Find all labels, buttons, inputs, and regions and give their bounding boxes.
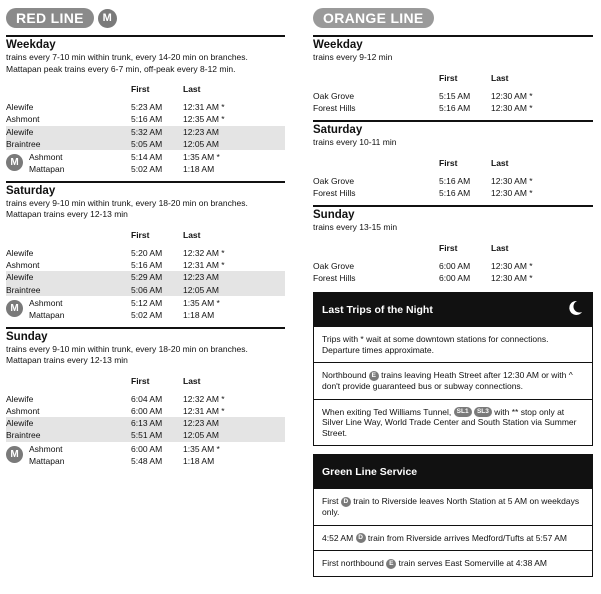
column-header-station (313, 243, 439, 255)
column-header-first: First (439, 157, 458, 168)
service-section-sunday (313, 205, 593, 284)
mattapan-rows (29, 151, 285, 176)
station-name: Alewife (6, 126, 34, 137)
station-name: Oak Grove (313, 260, 355, 271)
first-train-time: 5:29 AM (131, 272, 163, 283)
table-row (313, 187, 593, 199)
last-train-time: 12:31 AM * (183, 102, 225, 112)
station-name: Ashmont (29, 443, 63, 454)
first-train-time: 5:16 AM (131, 114, 163, 125)
first-train-time: 5:51 AM (131, 430, 163, 441)
station-name: Ashmont (6, 114, 40, 125)
service-frequency-note: trains every 10-11 min (313, 137, 397, 148)
mattapan-rows (29, 297, 285, 322)
table-row (6, 417, 285, 429)
last-train-time: 12:31 AM * (183, 260, 225, 271)
last-train-time: 12:30 AM * (491, 102, 533, 113)
green-line-header (314, 455, 592, 488)
last-train-time: 12:32 AM * (183, 393, 225, 404)
red-line-services (6, 35, 285, 467)
first-train-time: 5:20 AM (131, 247, 163, 258)
orange-line-header (313, 8, 593, 28)
service-frequency-note: Mattapan trains every 12-13 min (6, 209, 128, 220)
table-row (6, 247, 285, 259)
service-frequency-note: trains every 9-12 min (313, 52, 393, 62)
column-headers (313, 73, 593, 85)
table-row (6, 126, 285, 138)
first-train-time: 6:00 AM (131, 405, 163, 416)
last-train-time: 12:05 AM (183, 430, 219, 441)
service-frequency-note: Mattapan trains every 12-13 min (6, 355, 128, 366)
first-train-time: 5:16 AM (439, 187, 471, 198)
first-train-time: 5:06 AM (131, 284, 163, 295)
table-row (6, 259, 285, 271)
service-frequency-note: trains every 13-15 min (313, 222, 398, 233)
column-header-first: First (131, 229, 150, 240)
mattapan-icon: M (6, 300, 23, 317)
column-headers (6, 84, 285, 96)
column-headers (6, 376, 285, 388)
station-name: Alewife (6, 272, 34, 283)
station-name: Ashmont (6, 405, 40, 416)
service-title: Weekday (6, 39, 56, 51)
first-train-time: 5:48 AM (131, 456, 163, 467)
table-row (29, 443, 285, 455)
table-row (313, 272, 593, 284)
column-header-station (313, 73, 439, 85)
service-section-weekday (6, 35, 285, 176)
green-line-note-first-d: First D train to Riverside leaves North Station at 5 AM on weekdays only. (314, 488, 592, 524)
first-train-time: 5:14 AM (131, 152, 163, 163)
last-trips-note-asterisk: Trips with * wait at some downtown stations for connections. Departure times approximate. (314, 326, 592, 362)
mattapan-icon: M (6, 154, 23, 171)
column-header-station (313, 158, 439, 170)
green-line-title: Green Line Service (322, 465, 418, 478)
table-row (6, 429, 285, 441)
column-headers (313, 158, 593, 170)
column-headers (6, 230, 285, 242)
service-section-weekday (313, 35, 593, 114)
mattapan-rows (29, 443, 285, 468)
table-row (6, 138, 285, 150)
sl1-icon: SL1 (454, 407, 472, 417)
service-frequency-note: Mattapan peak trains every 6-7 min, off-peak every 8-12 min. (6, 63, 236, 74)
table-row (313, 102, 593, 114)
first-train-time: 6:00 AM (439, 272, 471, 283)
service-title: Sunday (313, 209, 355, 222)
table-row (313, 260, 593, 272)
last-train-time: 12:31 AM * (183, 405, 225, 416)
last-train-time: 1:18 AM (183, 310, 215, 321)
first-train-time: 5:16 AM (439, 102, 471, 113)
service-title: Sunday (6, 330, 48, 343)
column-header-last: Last (491, 242, 509, 253)
station-name: Forest Hills (313, 272, 356, 283)
last-train-time: 12:30 AM * (491, 187, 533, 198)
green-line-box (313, 454, 593, 577)
last-train-time: 1:35 AM * (183, 152, 220, 163)
first-train-time: 5:16 AM (439, 175, 471, 186)
station-name: Alewife (6, 418, 34, 429)
column-header-last: Last (183, 84, 201, 94)
mattapan-group (6, 297, 285, 322)
first-train-time: 6:00 AM (439, 260, 471, 271)
table-row (6, 284, 285, 296)
table-row (6, 113, 285, 125)
moon-icon (566, 299, 584, 320)
service-title: Weekday (313, 39, 363, 51)
station-name: Braintree (6, 430, 41, 441)
mattapan-icon: M (6, 446, 23, 463)
red-line-column (6, 8, 285, 467)
last-train-time: 12:23 AM (183, 418, 219, 429)
e-branch-icon: E (386, 559, 396, 569)
column-header-last: Last (183, 375, 201, 386)
station-name: Oak Grove (313, 90, 355, 101)
green-line-note-east-somerville: First northbound E train serves East Somerville at 4:38 AM (314, 550, 592, 576)
first-train-time: 5:16 AM (131, 260, 163, 271)
column-header-last: Last (491, 72, 509, 83)
last-train-time: 12:30 AM * (491, 90, 533, 101)
first-train-time: 5:15 AM (439, 90, 471, 101)
first-train-time: 5:32 AM (131, 126, 163, 137)
column-header-station (6, 230, 131, 242)
service-frequency-note: trains every 7-10 min within trunk, every 14-20 min on branches. (6, 52, 248, 62)
column-header-first: First (131, 84, 150, 94)
first-train-time: 6:13 AM (131, 418, 163, 429)
last-train-time: 12:23 AM (183, 126, 219, 137)
station-name: Mattapan (29, 456, 65, 467)
first-train-time: 6:04 AM (131, 393, 163, 404)
service-frequency-note: trains every 9-10 min within trunk, every 18-20 min on branches. (6, 343, 248, 354)
column-header-station (6, 376, 131, 388)
service-section-saturday (313, 120, 593, 199)
table-row (29, 163, 285, 175)
table-row (313, 175, 593, 187)
last-train-time: 1:18 AM (183, 164, 215, 175)
first-train-time: 6:00 AM (131, 443, 163, 454)
column-header-first: First (439, 242, 458, 253)
mattapan-badge: M (98, 9, 117, 28)
service-section-sunday (6, 327, 285, 468)
column-header-first: First (439, 72, 458, 83)
e-branch-icon: E (369, 371, 379, 381)
last-trips-note-heath-street: Northbound E trains leaving Heath Street after 12:30 AM or with ^ don't provide guaranteed bus or subway connections. (314, 362, 592, 398)
table-row (313, 90, 593, 102)
column-header-last: Last (183, 229, 201, 240)
service-title: Saturday (313, 124, 363, 137)
column-header-first: First (131, 375, 150, 386)
green-line-note-riverside: 4:52 AM D train from Riverside arrives Medford/Tufts at 5:57 AM (314, 525, 592, 551)
station-name: Forest Hills (313, 187, 356, 198)
service-frequency-note: trains every 9-10 min within trunk, every 18-20 min on branches. (6, 197, 248, 208)
last-trips-title: Last Trips of the Night (322, 303, 433, 316)
table-row (29, 309, 285, 321)
last-train-time: 12:30 AM * (491, 260, 533, 271)
table-row (6, 393, 285, 405)
red-line-pill: RED LINE (6, 8, 94, 28)
table-row (29, 455, 285, 467)
station-name: Ashmont (29, 297, 63, 308)
station-name: Braintree (6, 284, 41, 295)
first-train-time: 5:02 AM (131, 310, 163, 321)
last-train-time: 12:05 AM (183, 284, 219, 295)
orange-line-column (313, 8, 593, 577)
service-section-saturday (6, 181, 285, 322)
station-name: Mattapan (29, 164, 65, 175)
last-trips-note-silver-line: When exiting Ted Williams Tunnel, SL1 SL3 with ** stop only at Silver Line Way, World Trade Center and South Station via Summer Street. (314, 399, 592, 446)
table-row (6, 101, 285, 113)
last-train-time: 12:23 AM (183, 272, 219, 283)
last-train-time: 12:35 AM * (183, 114, 225, 125)
last-train-time: 1:35 AM * (183, 443, 220, 454)
station-name: Alewife (6, 102, 34, 112)
last-trips-box (313, 292, 593, 446)
station-name: Alewife (6, 393, 34, 404)
last-train-time: 12:32 AM * (183, 247, 225, 258)
last-trips-header (314, 293, 592, 326)
mattapan-group (6, 151, 285, 176)
table-row (6, 405, 285, 417)
d-branch-icon: D (341, 497, 351, 507)
service-title: Saturday (6, 184, 56, 197)
first-train-time: 5:05 AM (131, 138, 163, 149)
first-train-time: 5:23 AM (131, 102, 163, 112)
last-train-time: 12:05 AM (183, 138, 219, 149)
station-name: Mattapan (29, 310, 65, 321)
orange-line-services (313, 35, 593, 284)
table-row (29, 151, 285, 163)
table-row (6, 271, 285, 283)
first-train-time: 5:02 AM (131, 164, 163, 175)
last-train-time: 1:35 AM * (183, 297, 220, 308)
table-row (29, 297, 285, 309)
column-headers (313, 243, 593, 255)
column-header-station (6, 84, 131, 96)
orange-line-pill: ORANGE LINE (313, 8, 434, 28)
last-train-time: 12:30 AM * (491, 175, 533, 186)
mattapan-group (6, 443, 285, 468)
station-name: Alewife (6, 247, 34, 258)
sl3-icon: SL3 (474, 407, 492, 417)
red-line-header (6, 8, 285, 28)
station-name: Ashmont (6, 260, 40, 271)
column-header-last: Last (491, 157, 509, 168)
station-name: Forest Hills (313, 102, 356, 113)
last-train-time: 12:30 AM * (491, 272, 533, 283)
first-train-time: 5:12 AM (131, 297, 163, 308)
d-branch-icon: D (356, 533, 366, 543)
station-name: Oak Grove (313, 175, 355, 186)
station-name: Ashmont (29, 152, 63, 163)
last-train-time: 1:18 AM (183, 456, 215, 467)
station-name: Braintree (6, 138, 41, 149)
